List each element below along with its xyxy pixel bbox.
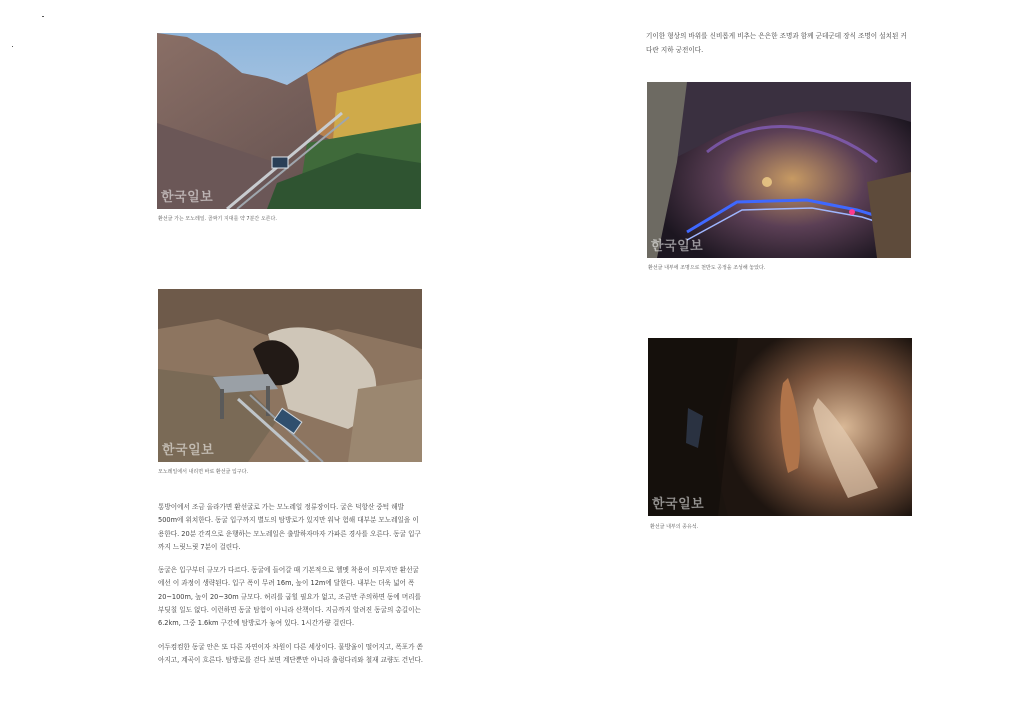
paragraph: 동굴은 입구부터 규모가 다르다. 동굴에 들어갈 때 기본적으로 헬멧 착용이 의무지만 환선굴에선 이 과정이 생략된다. 입구 폭이 무려 16m, 높이 12m에 달한다. 내부는 더욱 넓어 폭 20~100m, 높이 20~30m 규모다. 허리를 굽힐 필요가 없고, 조금만 주의하면 동에 머리를 부딪칠 일도 없다. 이런하면 동굴 탐험이 아니라 산책이다. 지금까지 알려진 동굴의 총길이는 6.2km, 그중 1.6km 구간에 탐방로가 놓여 있다. 1시간가량 걸린다.	[158, 566, 421, 628]
paragraph: 통방이에서 조금 올라가면 환선굴로 가는 모노레일 정류장이다. 굴은 덕항산 중턱 해발 500m에 위치한다. 동굴 입구까지 별도의 탐방로가 있지만 워낙 험해 대부분 모노레일을 이용한다. 20분 간격으로 운행하는 모노레일은 출발하자마자 가파른 경사를 오른다. 동굴 입구까지 느릿느릿 7분이 걸린다.	[158, 503, 421, 551]
article-body	[158, 501, 424, 677]
photo-caption: 환선굴 내부에 조명으로 천반도 공정을 조성해 놓았다.	[648, 265, 766, 271]
photo-caption: 환선굴 내부의 종유석.	[650, 524, 699, 530]
watermark: 한국일보	[161, 190, 214, 205]
watermark: 한국일보	[162, 443, 215, 458]
monorail-mountain-photo	[157, 33, 421, 209]
intro-text: 기이한 형상의 바위를 신비롭게 비추는 은은한 조명과 함께 군데군데 장식 조명이 설치된 커다란 지하 궁전이다.	[646, 32, 907, 54]
paragraph: 어두컴컴한 동굴 안은 또 다른 자연이자 차원이 다른 세상이다. 물방울이 떨어지고, 폭포가 쏟아지고, 계곡이 흐른다. 탐방로를 걷다 보면 계단뿐만 아니라 출렁다리와 철재 교량도 건넌다.	[158, 642, 424, 664]
stalactite-photo	[648, 338, 912, 516]
cave-entrance-photo	[158, 289, 422, 462]
scan-speck	[12, 46, 13, 47]
watermark: 한국일보	[651, 239, 704, 254]
cave-interior-photo	[647, 82, 911, 258]
photo-caption: 모노레일에서 내리면 바로 환선굴 입구다.	[158, 469, 249, 475]
watermark: 한국일보	[652, 497, 705, 512]
scan-speck	[42, 16, 44, 17]
photo-caption: 환선굴 가는 모노레일. 골짜기 지대를 약 7분간 오른다.	[158, 216, 277, 222]
